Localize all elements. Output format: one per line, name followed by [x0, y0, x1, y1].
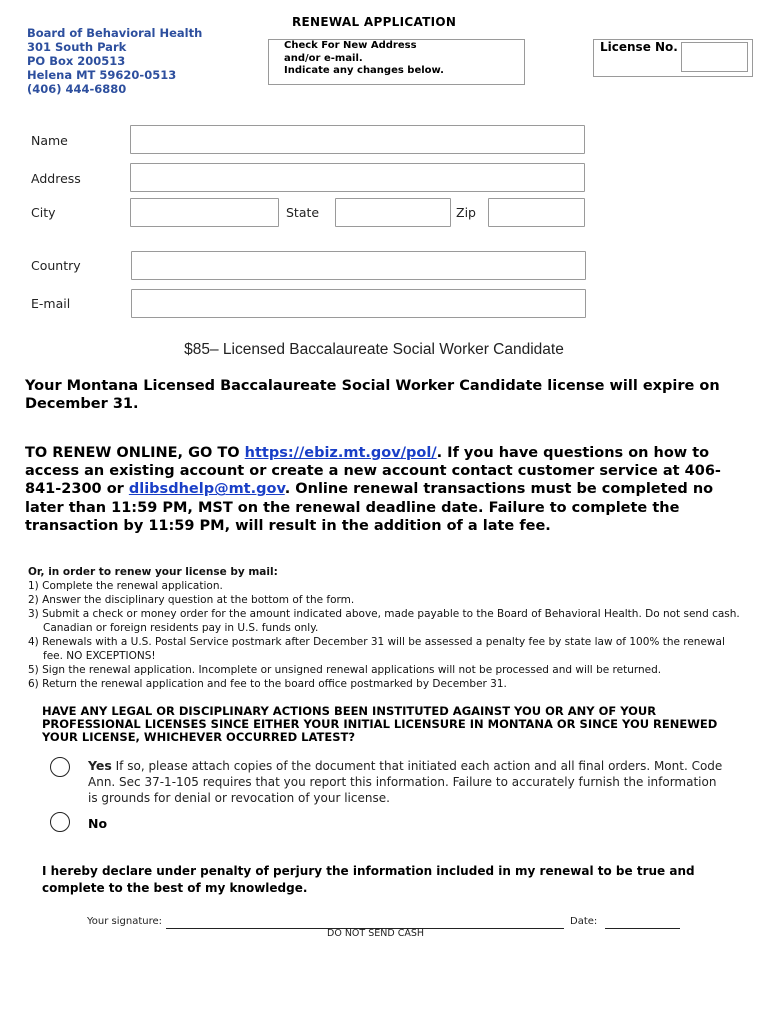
license-number-label: License No.: [600, 40, 678, 54]
license-number-input[interactable]: [681, 42, 748, 72]
date-line[interactable]: [605, 928, 680, 929]
no-radio[interactable]: [50, 812, 70, 832]
check-line-1: Check For New Address: [284, 40, 417, 51]
city-label: City: [31, 205, 56, 220]
country-label: Country: [31, 258, 81, 273]
address-label: Address: [31, 171, 81, 186]
yes-explanation: If so, please attach copies of the document that initiated each action and all final orders. Mont. Code Ann. Sec 37-1-105 requires that you report this information. Failure to accurately furnish the information is grounds for denial or revocation of your license.: [88, 759, 723, 805]
date-label: Date:: [570, 916, 598, 927]
email-input[interactable]: [131, 289, 586, 318]
no-cash-notice: DO NOT SEND CASH: [327, 928, 424, 939]
check-line-2: and/or e-mail.: [284, 52, 363, 64]
form-title: RENEWAL APPLICATION: [292, 15, 457, 29]
mail-step: 2) Answer the disciplinary question at the bottom of the form.: [28, 594, 355, 606]
mail-step: 5) Sign the renewal application. Incomplete or unsigned renewal applications will not be processed and will be returned.: [28, 664, 662, 676]
yes-radio[interactable]: [50, 757, 70, 777]
yes-label: Yes: [88, 758, 112, 773]
address-input[interactable]: [130, 163, 585, 192]
state-input[interactable]: [335, 198, 451, 227]
address-change-instructions: [284, 40, 444, 78]
yes-option-text: [88, 758, 728, 806]
online-prefix: TO RENEW ONLINE, GO TO: [25, 445, 245, 461]
city-input[interactable]: [130, 198, 279, 227]
country-input[interactable]: [131, 251, 586, 280]
expiration-notice: Your Montana Licensed Baccalaureate Social Worker Candidate license will expire on December 31.: [25, 378, 720, 412]
board-city: Helena MT 59620-0513: [27, 68, 177, 82]
mail-heading: Or, in order to renew your license by mail:: [28, 566, 278, 578]
fee-line: $85– Licensed Baccalaureate Social Worker Candidate: [184, 341, 564, 358]
zip-input[interactable]: [488, 198, 585, 227]
online-suffix: . Online renewal transactions must be completed no later than 11:59 PM, MST on the renewal deadline date. Failure to complete the transaction by 11:59 PM, will result in the addition of a late fee.: [25, 481, 714, 534]
state-label: State: [286, 205, 320, 220]
name-label: Name: [31, 133, 68, 148]
online-renewal-notice: [25, 444, 745, 535]
perjury-declaration: I hereby declare under penalty of perjury the information included in my renewal to be true and complete to the best of my knowledge.: [42, 864, 695, 895]
no-label: No: [88, 816, 108, 831]
mail-step: 3) Submit a check or money order for the amount indicated above, made payable to the Board of Behavioral Health. Do not send cash. Canadian or foreign residents pay in U.S. funds only.: [28, 608, 740, 634]
mail-step: 6) Return the renewal application and fee to the board office postmarked by December 31.: [28, 678, 507, 690]
online-middle: . If you have questions on how to access an existing account or create a new account contact customer service at 406-841-2300 or: [25, 445, 721, 498]
mail-instructions: [28, 565, 748, 691]
check-line-3: Indicate any changes below.: [284, 65, 444, 76]
disciplinary-question: HAVE ANY LEGAL OR DISCIPLINARY ACTIONS BEEN INSTITUTED AGAINST YOU OR ANY OF YOUR PROFESSIONAL LICENSES SINCE EITHER YOUR INITIAL LICENSURE IN MONTANA OR SINCE YOU RENEWED YOUR LICENSE, WHICHEVER OCCURRED LATEST?: [42, 704, 718, 744]
signature-label: Your signature:: [87, 916, 162, 927]
zip-label: Zip: [456, 205, 476, 220]
mail-step: 1) Complete the renewal application.: [28, 580, 223, 592]
board-address: [27, 26, 202, 96]
mail-step: 4) Renewals with a U.S. Postal Service postmark after December 31 will be assessed a penalty fee by state law of 100% the renewal fee. NO EXCEPTIONS!: [28, 636, 725, 662]
renewal-website-link[interactable]: https://ebiz.mt.gov/pol/: [244, 445, 437, 461]
board-phone: (406) 444-6880: [27, 82, 127, 96]
board-name: Board of Behavioral Health: [27, 26, 203, 40]
board-street: 301 South Park: [27, 40, 127, 54]
support-email-link[interactable]: dlibsdhelp@mt.gov: [128, 481, 285, 498]
email-label: E-mail: [31, 296, 71, 311]
board-po-box: PO Box 200513: [27, 54, 126, 68]
name-input[interactable]: [130, 125, 585, 154]
